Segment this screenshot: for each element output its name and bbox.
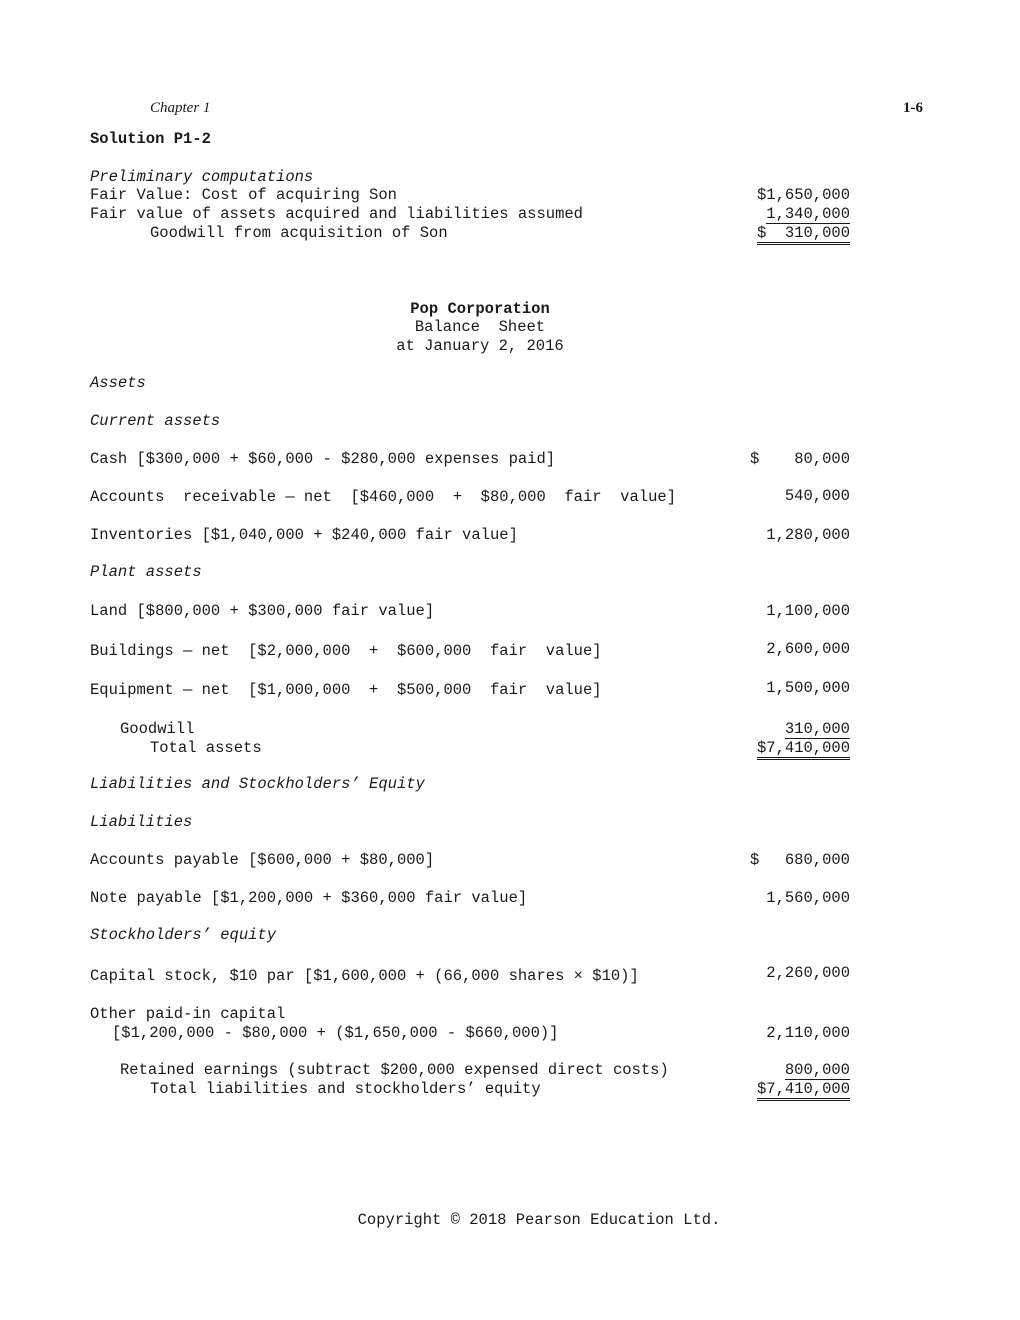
current-assets-heading: Current assets: [90, 412, 221, 430]
capital-stock-amount: 2,260,000: [766, 964, 850, 982]
accounts-payable-dollar-sign: $: [750, 851, 760, 869]
total-liabilities-equity-label: Total liabilities and stockholders’ equity: [150, 1080, 541, 1098]
stockholders-equity-heading: Stockholders’ equity: [90, 926, 277, 944]
liabilities-equity-heading: Liabilities and Stockholders’ Equity: [90, 775, 425, 793]
land-label: Land [$800,000 + $300,000 fair value]: [90, 602, 435, 620]
page-number: 1-6: [903, 100, 923, 116]
accounts-payable-label: Accounts payable [$600,000 + $80,000]: [90, 851, 435, 869]
note-payable-label: Note payable [$1,200,000 + $360,000 fair value]: [90, 889, 528, 907]
net-assets-amount: 1,340,000: [766, 205, 850, 223]
accounts-payable-amount: 680,000: [784, 851, 850, 869]
note-payable-amount: 1,560,000: [766, 889, 850, 907]
statement-date: at January 2, 2016: [396, 337, 564, 355]
receivable-amount: 540,000: [784, 487, 850, 505]
other-paid-in-detail: [$1,200,000 - $80,000 + ($1,650,000 - $660,000)]: [112, 1024, 559, 1042]
inventories-amount: 1,280,000: [766, 526, 850, 544]
total-assets-label: Total assets: [150, 739, 262, 757]
inventories-label: Inventories [$1,040,000 + $240,000 fair value]: [90, 526, 518, 544]
liabilities-heading: Liabilities: [90, 813, 193, 831]
total-liabilities-equity-amount: $7,410,000: [700, 1080, 850, 1099]
other-paid-in-amount: 2,110,000: [766, 1024, 850, 1042]
preliminary-heading: Preliminary computations: [90, 168, 314, 186]
chapter-label: Chapter 1: [150, 100, 211, 116]
cash-label: Cash [$300,000 + $60,000 - $280,000 expenses paid]: [90, 450, 556, 468]
fair-value-label: Fair Value: Cost of acquiring Son: [90, 186, 397, 204]
goodwill-amount: 310,000: [784, 720, 850, 738]
fair-value-amount: $1,650,000: [756, 186, 850, 204]
retained-earnings-label: Retained earnings (subtract $200,000 expensed direct costs): [120, 1061, 669, 1079]
net-assets-label: Fair value of assets acquired and liabilities assumed: [90, 205, 583, 223]
land-amount: 1,100,000: [766, 602, 850, 620]
equipment-amount: 1,500,000: [766, 679, 850, 697]
cash-amount: 80,000: [794, 450, 850, 468]
solution-title: Solution P1-2: [90, 130, 211, 148]
other-paid-in-label: Other paid-in capital: [90, 1005, 286, 1023]
goodwill-computed-amount: $ 310,000: [700, 224, 850, 243]
copyright-notice: Copyright © 2018 Pearson Education Ltd.: [357, 1211, 721, 1229]
receivable-label: Accounts receivable — net [$460,000 + $80,000 fair value]: [90, 488, 676, 506]
goodwill-label: Goodwill: [120, 720, 195, 738]
cash-dollar-sign: $: [750, 450, 760, 468]
company-name: Pop Corporation: [410, 300, 550, 318]
total-assets-amount: $7,410,000: [700, 739, 850, 758]
buildings-amount: 2,600,000: [766, 640, 850, 658]
equipment-label: Equipment — net [$1,000,000 + $500,000 fair value]: [90, 681, 602, 699]
buildings-label: Buildings — net [$2,000,000 + $600,000 fair value]: [90, 642, 602, 660]
assets-heading: Assets: [90, 374, 146, 392]
goodwill-computed-label: Goodwill from acquisition of Son: [150, 224, 448, 242]
statement-title: Balance Sheet: [414, 318, 546, 336]
plant-assets-heading: Plant assets: [90, 563, 202, 581]
capital-stock-label: Capital stock, $10 par [$1,600,000 + (66,000 shares × $10)]: [90, 967, 639, 985]
retained-earnings-amount: 800,000: [784, 1061, 850, 1079]
